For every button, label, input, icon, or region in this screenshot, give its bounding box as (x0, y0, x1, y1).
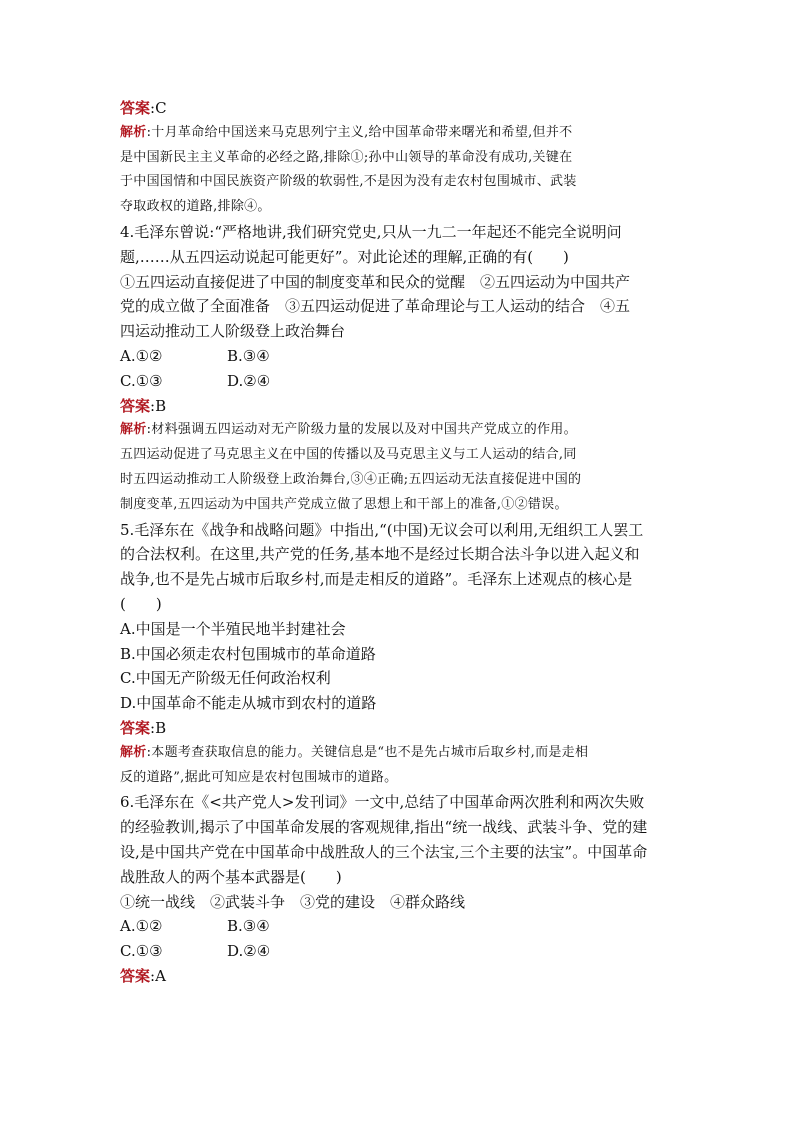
question-line: ①统一战线 ②武装斗争 ③党的建设 ④群众路线 (120, 892, 466, 911)
option: A.①② (120, 346, 163, 365)
question-line: 战争,也不是先占城市后取乡村,而是走相反的道路”。毛泽东上述观点的核心是 (120, 570, 633, 589)
answer-value: :B (150, 396, 167, 415)
option-row (120, 939, 680, 964)
explanation-text: :本题考查获取信息的能力。关键信息是“也不是先占城市后取乡村,而是走相 (146, 744, 589, 760)
question-line: 党的成立做了全面准备 ③五四运动促进了革命理论与工人运动的结合 ④五 (120, 297, 631, 316)
explanation-label: 解析 (120, 744, 147, 760)
explanation-line (120, 121, 680, 146)
question-line: D.中国革命不能走从城市到农村的道路 (120, 694, 377, 713)
answer-value: :A (150, 966, 166, 985)
question-line: 的经验教训,揭示了中国革命发展的客观规律,指出“统一战线、武装斗争、党的建 (120, 818, 648, 837)
question-line: C.中国无产阶级无任何政治权利 (120, 669, 331, 688)
explanation-text: :十月革命给中国送来马克思列宁主义,给中国革命带来曙光和希望,但并不 (146, 124, 573, 140)
answer-value: :C (150, 99, 167, 117)
document-page (120, 96, 680, 989)
question-line: 的合法权利。在这里,共产党的任务,基本地不是经过长期合法斗争以进入起义和 (120, 545, 640, 564)
explanation-line: 五四运动促进了马克思主义在中国的传播以及马克思主义与工人运动的结合,同 (120, 447, 577, 463)
option: B.③④ (227, 917, 270, 936)
explanation-label: 解析 (120, 422, 147, 438)
answer-value: :B (150, 718, 167, 737)
option: C.①③ (120, 371, 163, 390)
option: C.①③ (120, 942, 163, 961)
answer-label: 答案 (120, 396, 151, 415)
answer-label: 答案 (120, 718, 151, 737)
question-line: 战胜敌人的两个基本武器是( ) (120, 867, 342, 886)
explanation-line (120, 418, 680, 443)
question-line: ①五四运动直接促进了中国的制度变革和民众的觉醒 ②五四运动为中国共产 (120, 272, 631, 291)
answer-line (120, 394, 680, 419)
explanation-text: :材料强调五四运动对无产阶级力量的发展以及对中国共产党成立的作用。 (146, 422, 577, 438)
answer-line (120, 96, 680, 121)
question-line: 设,是中国共产党在中国革命中战胜敌人的三个法宝,三个主要的法宝”。中国革命 (120, 842, 648, 861)
option: A.①② (120, 917, 163, 936)
explanation-line (120, 741, 680, 766)
answer-label: 答案 (120, 966, 151, 985)
explanation-line: 制度变革,五四运动为中国共产党成立做了思想上和干部上的准备,①②错误。 (120, 496, 568, 512)
explanation-label: 解析 (120, 124, 147, 140)
option: D.②④ (227, 371, 271, 390)
explanation-line: 时五四运动推动工人阶级登上政治舞台,③④正确;五四运动无法直接促进中国的 (120, 471, 582, 487)
option-row (120, 369, 680, 394)
question-line: 6.毛泽东在《<共产党人>发刊词》一文中,总结了中国革命两次胜利和两次失败 (120, 793, 645, 812)
option: B.③④ (227, 346, 270, 365)
option-row (120, 344, 680, 369)
question-line: 四运动推动工人阶级登上政治舞台 (120, 322, 346, 341)
option-row (120, 914, 680, 939)
question-line: B.中国必须走农村包围城市的革命道路 (120, 644, 376, 663)
question-line: 题,……从五四运动说起可能更好”。对此论述的理解,正确的有( ) (120, 247, 569, 266)
answer-line (120, 716, 680, 741)
explanation-line: 是中国新民主主义革命的必经之路,排除①;孙中山领导的革命没有成功,关键在 (120, 149, 573, 165)
explanation-line: 夺取政权的道路,排除④。 (120, 199, 271, 215)
option: D.②④ (227, 942, 271, 961)
question-line: 5.毛泽东在《战争和战略问题》中指出,“(中国)无议会可以利用,无组织工人罢工 (120, 520, 644, 539)
question-line: A.中国是一个半殖民地半封建社会 (120, 619, 346, 638)
question-line: 4.毛泽东曾说:“严格地讲,我们研究党史,只从一九二一年起还不能完全说明问 (120, 222, 622, 241)
question-line: ( ) (120, 594, 162, 613)
answer-label: 答案 (120, 99, 151, 117)
answer-line (120, 964, 680, 989)
explanation-line: 反的道路”,据此可知应是农村包围城市的道路。 (120, 769, 398, 785)
explanation-line: 于中国国情和中国民族资产阶级的软弱性,不是因为没有走农村包围城市、武装 (120, 174, 577, 190)
